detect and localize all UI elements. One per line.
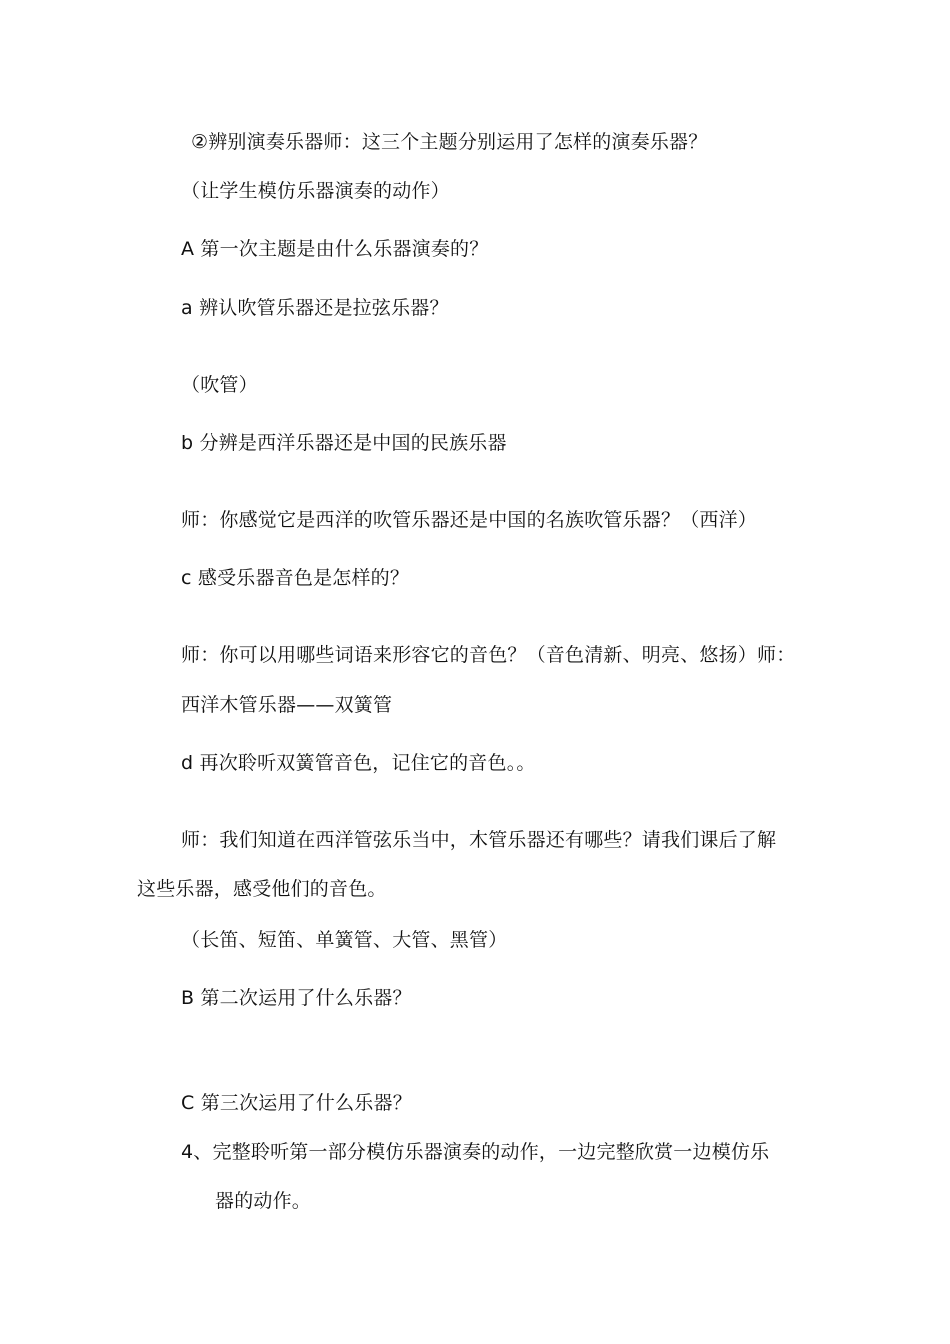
- text-line-9: 师：你可以用哪些词语来形容它的音色？（音色清新、明亮、悠扬）师：: [181, 644, 796, 666]
- text-line-1: ②辨别演奏乐器师：这三个主题分别运用了怎样的演奏乐器？: [191, 131, 708, 153]
- text-line-12: 师：我们知道在西洋管弦乐当中，木管乐器还有哪些？请我们课后了解: [181, 829, 777, 851]
- text-line-8: c 感受乐器音色是怎样的？: [181, 567, 410, 589]
- text-line-14: （长笛、短笛、单簧管、大管、黑管）: [181, 929, 508, 951]
- text-line-16: C 第三次运用了什么乐器？: [181, 1092, 412, 1114]
- text-line-17: 4、完整聆听第一部分模仿乐器演奏的动作，一边完整欣赏一边模仿乐: [181, 1141, 770, 1163]
- text-line-11: d 再次聆听双簧管音色，记住它的音色。。: [181, 752, 536, 774]
- text-line-10: 西洋木管乐器——双簧管: [181, 694, 393, 716]
- text-line-4: a 辨认吹管乐器还是拉弦乐器？: [181, 297, 449, 319]
- text-line-7: 师：你感觉它是西洋的吹管乐器还是中国的名族吹管乐器？（西洋）: [181, 509, 758, 531]
- text-line-6: b 分辨是西洋乐器还是中国的民族乐器: [181, 432, 507, 454]
- text-line-2: （让学生模仿乐器演奏的动作）: [181, 180, 450, 202]
- text-line-3: A 第一次主题是由什么乐器演奏的？: [181, 238, 489, 260]
- text-line-13: 这些乐器，感受他们的音色。: [137, 878, 387, 900]
- text-line-15: B 第二次运用了什么乐器？: [181, 987, 412, 1009]
- text-line-18: 器的动作。: [215, 1190, 312, 1212]
- text-line-5: （吹管）: [181, 374, 258, 396]
